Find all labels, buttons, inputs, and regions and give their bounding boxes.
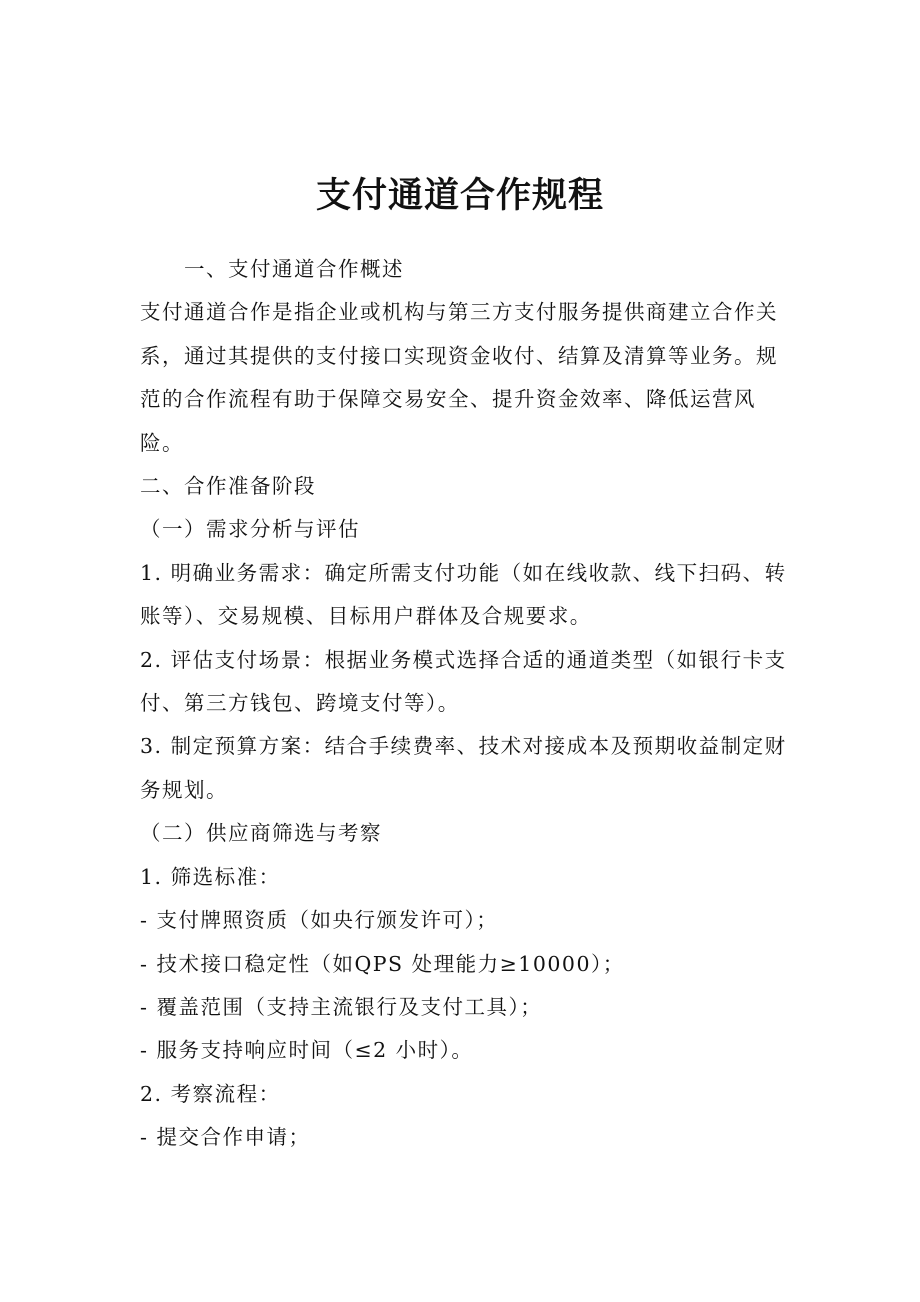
paragraph-line: 范的合作流程有助于保障交易安全、提升资金效率、降低运营风 <box>140 387 756 412</box>
document-body <box>140 248 787 1160</box>
list-item-line: 付、第三方钱包、跨境支付等）。 <box>140 691 460 716</box>
list-item-line: 1. 明确业务需求：确定所需支付功能（如在线收款、线下扫码、转 <box>140 560 787 585</box>
bullet-item: - 覆盖范围（支持主流银行及支付工具）； <box>140 994 543 1019</box>
paragraph-line: 支付通道合作是指企业或机构与第三方支付服务提供商建立合作关 <box>140 300 778 325</box>
list-item-line: 2. 考察流程： <box>140 1081 281 1106</box>
bullet-item: - 技术接口稳定性（如QPS 处理能力≥10000）； <box>140 951 625 976</box>
list-item-line: 3. 制定预算方案：结合手续费率、技术对接成本及预期收益制定财 <box>140 734 787 759</box>
list-item-line: 2. 评估支付场景：根据业务模式选择合适的通道类型（如银行卡支 <box>140 647 787 672</box>
bullet-item: - 支付牌照资质（如央行颁发许可）； <box>140 908 499 933</box>
paragraph-line: 险。 <box>140 430 184 455</box>
bullet-item: - 提交合作申请； <box>140 1125 311 1150</box>
list-item-line: 务规划。 <box>140 777 228 802</box>
document-title: 支付通道合作规程 <box>315 176 604 217</box>
list-item-line: 1. 筛选标准： <box>140 864 281 889</box>
bullet-item: - 服务支持响应时间（≤2 小时）。 <box>140 1038 474 1063</box>
section-heading-preparation: 二、合作准备阶段 <box>140 474 316 499</box>
subsection-heading-needs: （一）需求分析与评估 <box>140 517 360 542</box>
section-heading-overview: 一、支付通道合作概述 <box>184 257 404 281</box>
paragraph-line: 系，通过其提供的支付接口实现资金收付、结算及清算等业务。规 <box>140 343 778 368</box>
list-item-line: 账等）、交易规模、目标用户群体及合规要求。 <box>140 604 592 629</box>
subsection-heading-suppliers: （二）供应商筛选与考察 <box>140 821 382 846</box>
